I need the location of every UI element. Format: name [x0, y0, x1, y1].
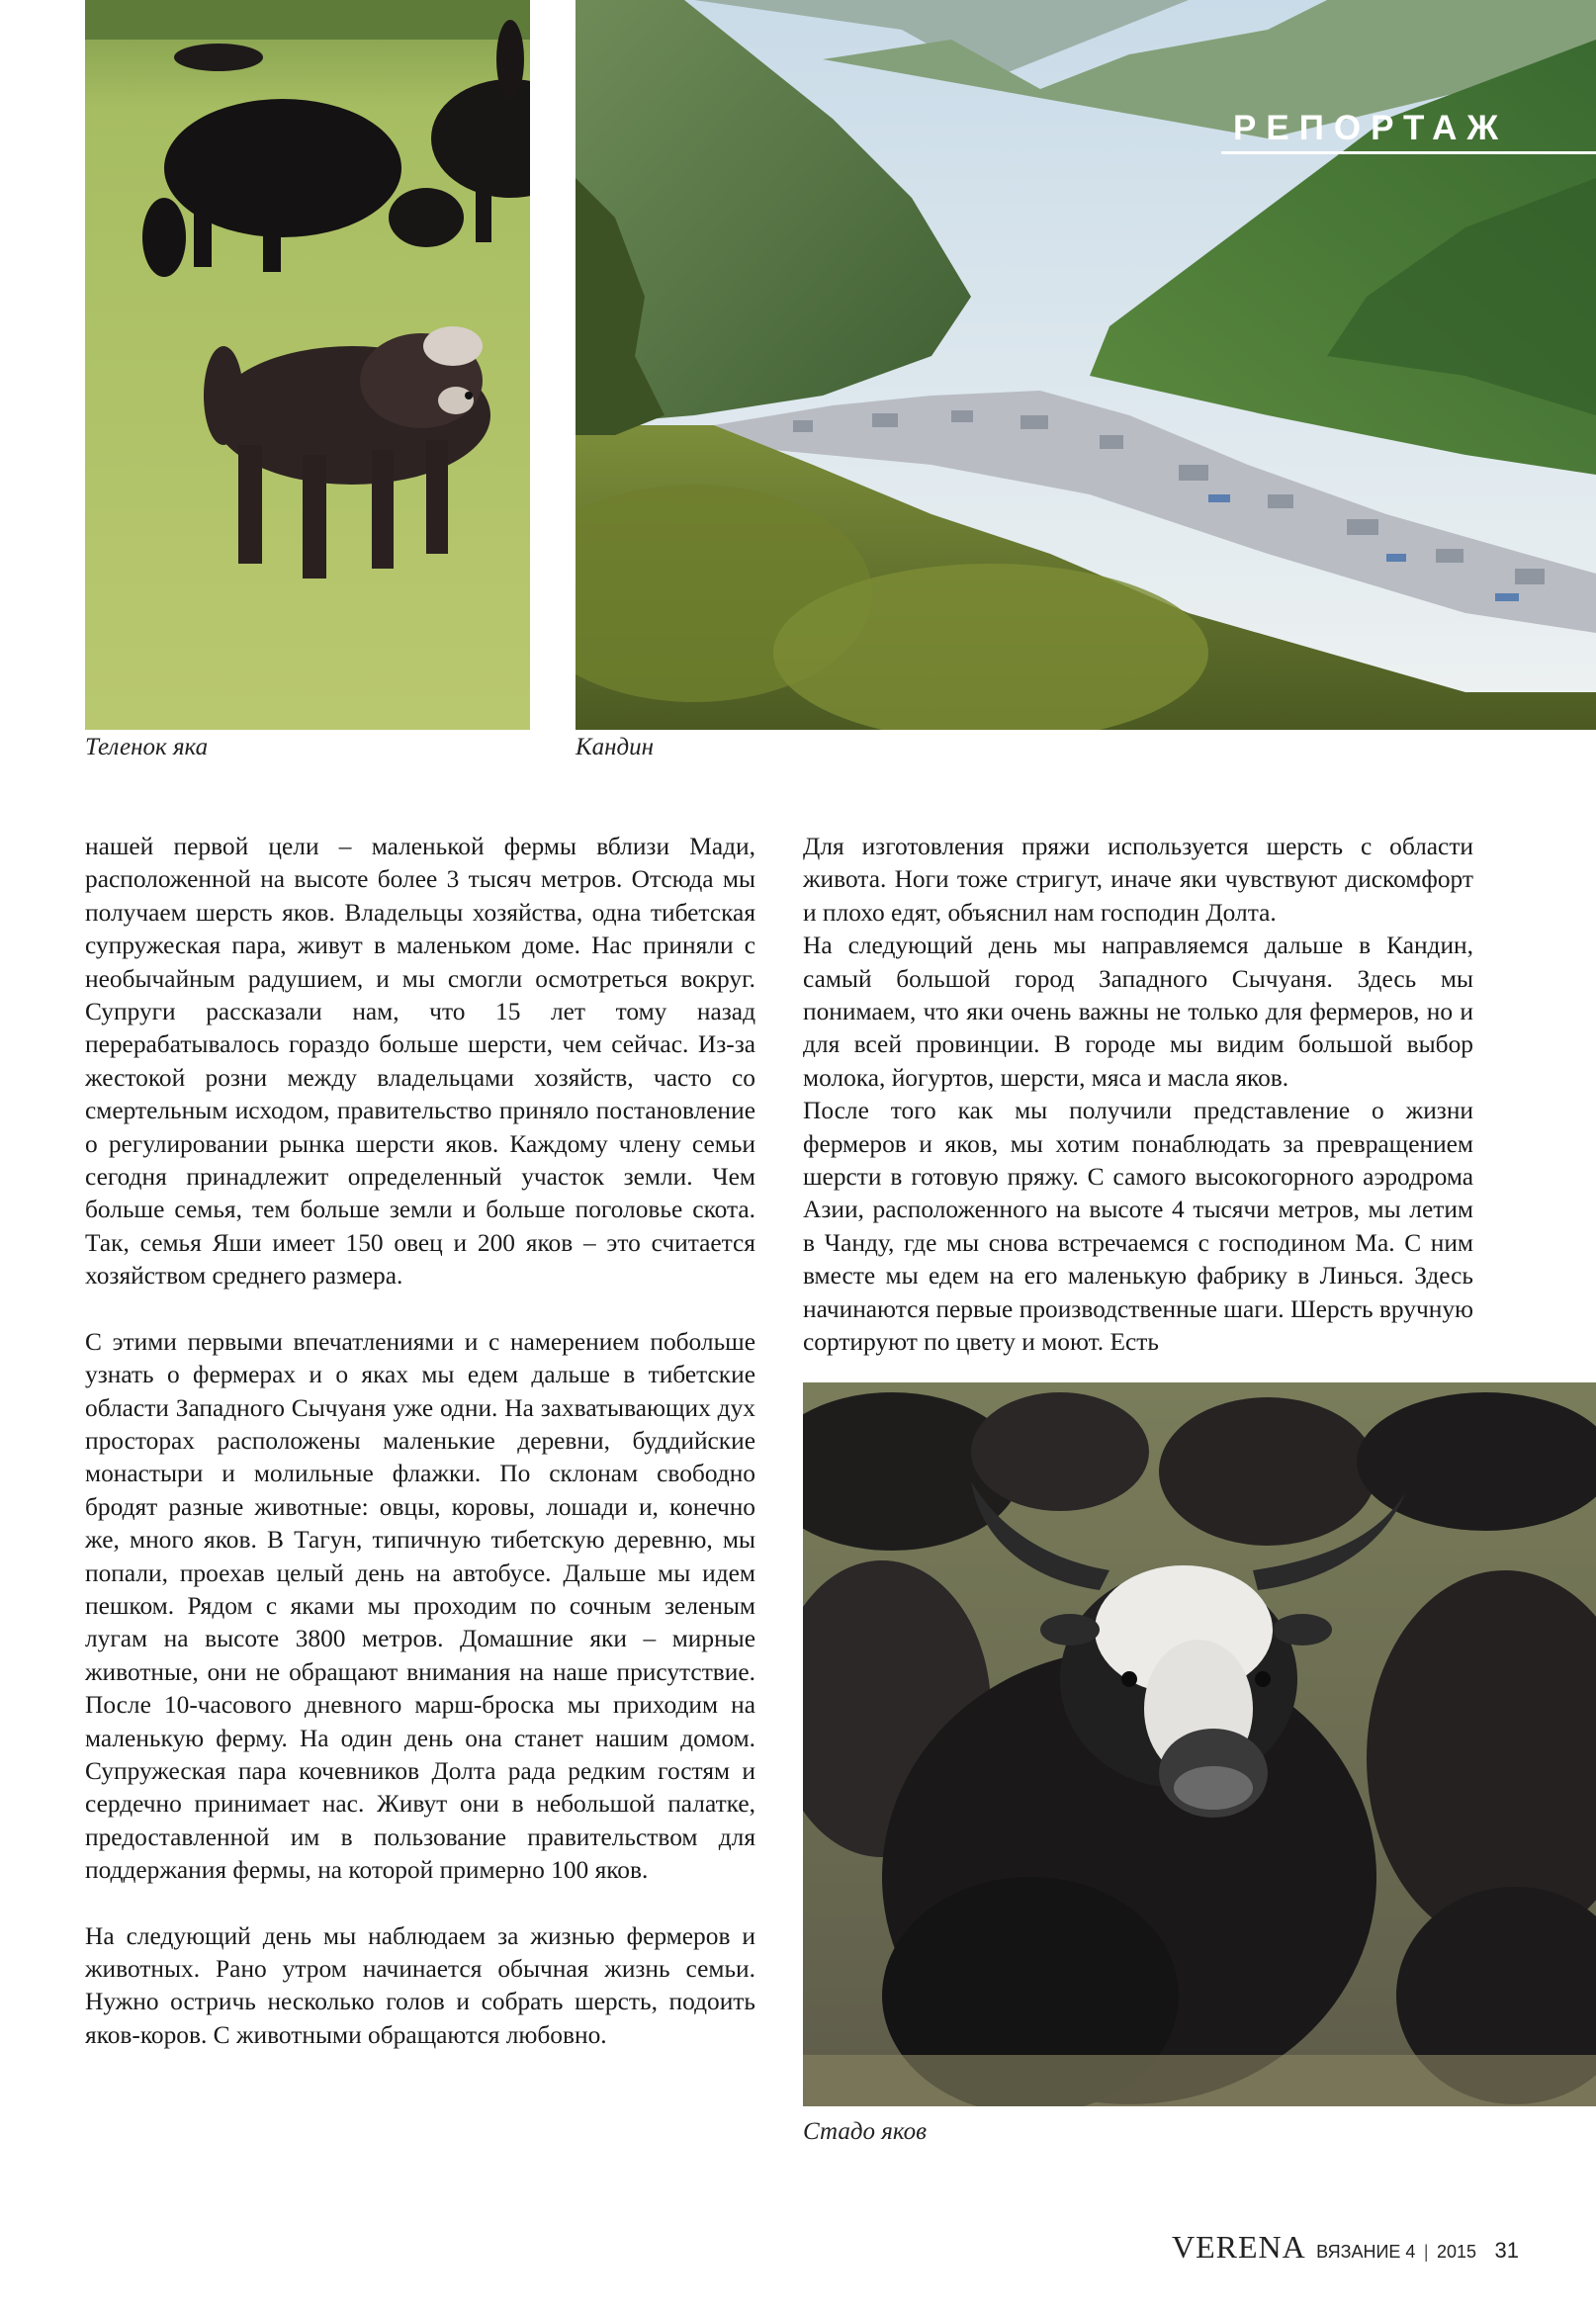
magazine-brand: VERENA: [1171, 2229, 1306, 2265]
page-number: 31: [1494, 2238, 1519, 2263]
paragraph: На следующий день мы наблюдаем за жизнью фермеров и животных. Рано утром начинается обычная жизнь семьи. Нужно остричь несколько голов и собрать шерсть, подоить яков-коров. С животными обращаются любовно.: [85, 1921, 755, 2049]
yak-calf-image: [85, 0, 530, 730]
section-label: РЕПОРТАЖ: [1221, 109, 1596, 154]
magazine-issue: ВЯЗАНИЕ 4: [1316, 2242, 1416, 2262]
paragraph: После того как мы получили представление о жизни фермеров и яков, мы хотим понаблюдать за превращением шерсти в готовую пряжу. С самого высокогорного аэродрома Азии, расположенного на высоте 4 тысячи метров, мы летим в Чанду, где мы снова встречаемся с господином Ма. С ним вместе мы едем на его маленькую фабрику в Линься. Здесь начинаются первые производственные шаги. Шерсть вручную сортируют по цвету и моют. Есть: [803, 1097, 1473, 1357]
paragraph: нашей первой цели – маленькой фермы вблизи Мади, расположенной на высоте более 3 тысяч метров. Отсюда мы получаем шерсть яков. Владельцы хозяйства, одна тибетская супружеская пара, живут в маленьком доме. Нас приняли с необычайным радушием, и мы смогли осмотреться вокруг. Супруги рассказали нам, что 15 лет тому назад перерабатывалось гораздо больше шерсти, чем сейчас. Из-за жестокой розни между владельцами хозяйств, часто со смертельным исходом, правительство приняло постановление о регулировании рынка шерсти яков. Каждому члену семьи сегодня принадлежит определенный участок земли. Чем больше семья, тем больше земли и больше поголовье скота. Так, семья Яши имеет 150 овец и 200 яков – это считается хозяйством среднего размера.: [85, 833, 755, 1290]
caption-kangding: Кандин: [576, 734, 655, 760]
paragraph: С этими первыми впечатлениями и с намерением побольше узнать о фермерах и о яках мы едем дальше в тибетские области Западного Сычуаня уже одни. На захватывающих дух просторах расположены маленькие деревни, буддийские монастыри и молильные флажки. По склонам свободно бродят разные животные: овцы, коровы, лошади и, конечно же, много яков. В Тагун, типичную тибетскую деревню, мы попали, проехав целый день на автобусе. Дальше мы идем пешком. Рядом с яками мы проходим по сочным зеленым лугам на высоте 3800 метров. Домашние яки – мирные животные, они не обращают внимания на наше присутствие. После 10-часового дневного марш-броска мы приходим на маленькую ферму. На один день она станет нашим домом. Супружеская пара кочевников Долта рада редким гостям и сердечно принимает нас. Живут они в небольшой палатке, предоставленной им в пользование правительством для поддержания фермы, на которой примерно 100 яков.: [85, 1327, 755, 1885]
page-footer: [1172, 2229, 1519, 2266]
magazine-year: 2015: [1437, 2242, 1477, 2262]
footer-separator: |: [1423, 2242, 1429, 2262]
yak-herd-image: [803, 1382, 1596, 2106]
paragraph: Для изготовления пряжи используется шерсть с области живота. Ноги тоже стригут, иначе яки чувствуют дискомфорт и плохо едят, объяснил нам господин Долта.: [803, 833, 1473, 927]
paragraph: На следующий день мы направляемся дальше в Кандин, самый большой город Западного Сычуаня. Здесь мы понимаем, что яки очень важны не только для фермеров, но и для всей провинции. В городе мы видим большой выбор молока, йогуртов, шерсти, мяса и масла яков.: [803, 932, 1473, 1092]
caption-calf: Теленок яка: [85, 734, 209, 760]
article-column-right: [803, 831, 1473, 1360]
article-column-left: [85, 831, 755, 2052]
caption-herd: Стадо яков: [803, 2118, 927, 2145]
photo-yak-calf: [85, 0, 530, 730]
photo-yak-herd: [803, 1382, 1596, 2106]
